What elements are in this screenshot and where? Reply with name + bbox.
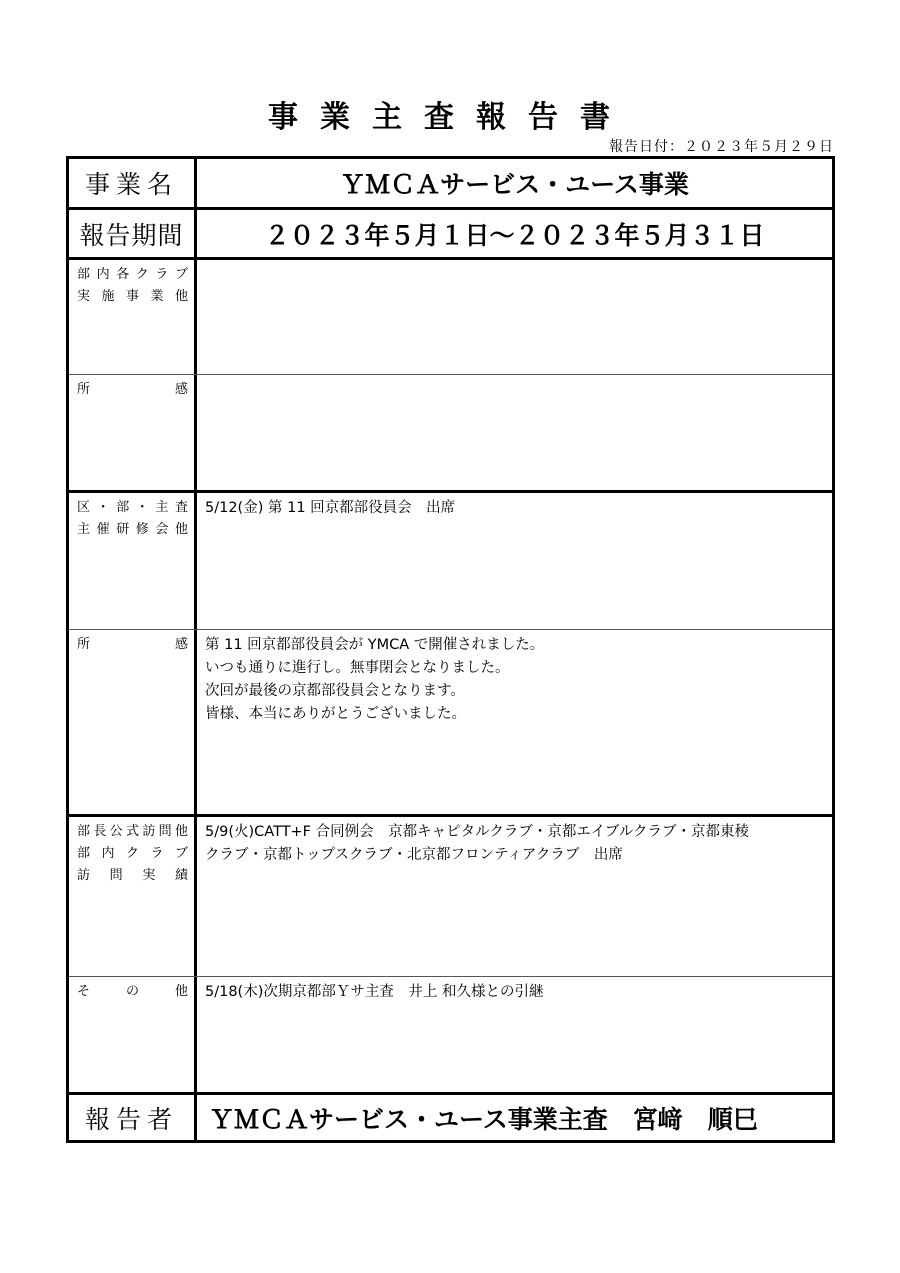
row-visits bbox=[69, 814, 832, 976]
impression-line: 第 11 回京都部役員会が YMCA で開催されました。 bbox=[205, 637, 545, 653]
row-project bbox=[69, 159, 832, 207]
club-events-label bbox=[69, 260, 197, 374]
project-value: ＹＭＣＡサービス・ユース事業 bbox=[340, 170, 689, 199]
period-value: ２０２３年５月１日〜２０２３年５月３１日 bbox=[264, 220, 765, 250]
impression-line: いつも通りに進行し。無事閉会となりました。 bbox=[205, 660, 510, 676]
seminars-label-line: 主催研修会他 bbox=[77, 522, 188, 537]
row-seminars bbox=[69, 490, 832, 629]
visits-line: クラブ・京都トップスクラブ・北京都フロンティアクラブ 出席 bbox=[205, 847, 623, 863]
visits-label-line: 部内クラブ bbox=[77, 846, 188, 861]
reporter-value: ＹＭＣＡサービス・ユース事業主査 宮﨑 順巳 bbox=[209, 1104, 758, 1134]
club-events-label-line: 部内各クラブ bbox=[77, 267, 188, 282]
seminars-impression-content bbox=[197, 630, 832, 814]
club-events-content bbox=[197, 260, 832, 374]
reporter-label: 報告者 bbox=[84, 1104, 178, 1134]
visits-line: 5/9(火)CATT+F 合同例会 京都キャピタルクラブ・京都エイブルクラブ・京都東稜 bbox=[205, 824, 750, 840]
other-label: そ の 他 bbox=[69, 977, 197, 1092]
seminars-label bbox=[69, 493, 197, 629]
impression-line: 皆様、本当にありがとうございました。 bbox=[205, 706, 466, 722]
project-label: 事業名 bbox=[84, 170, 178, 199]
visits-content bbox=[197, 817, 832, 976]
seminars-label-line: 区・部・主査 bbox=[77, 500, 188, 515]
seminars-content bbox=[197, 493, 832, 629]
other-line: 5/18(木)次期京都部Ｙサ主査 井上 和久様との引継 bbox=[205, 984, 544, 1000]
report-date: 報告日付：２０２３年５月２９日 bbox=[609, 139, 834, 155]
club-events-impression-content bbox=[197, 375, 832, 490]
row-seminars-impression bbox=[69, 629, 832, 814]
club-events-impression-label: 所 感 bbox=[69, 375, 197, 490]
club-events-label-line: 実施事業他 bbox=[77, 289, 188, 304]
other-content bbox=[197, 977, 832, 1092]
row-club-events bbox=[69, 257, 832, 374]
seminars-impression-label: 所 感 bbox=[69, 630, 197, 814]
row-period bbox=[69, 207, 832, 257]
impression-line: 次回が最後の京都部役員会となります。 bbox=[205, 683, 465, 699]
visits-label-line: 部長公式訪問他 bbox=[77, 824, 188, 839]
row-club-events-impression bbox=[69, 374, 832, 490]
visits-label bbox=[69, 817, 197, 976]
visits-label-line: 訪問実績 bbox=[77, 868, 188, 883]
row-other bbox=[69, 976, 832, 1092]
row-reporter bbox=[69, 1092, 832, 1140]
period-label: 報告期間 bbox=[79, 220, 184, 250]
document-title: 事業主査報告書 bbox=[268, 100, 632, 135]
seminars-line: 5/12(金) 第 11 回京都部役員会 出席 bbox=[205, 500, 456, 516]
report-table bbox=[66, 156, 835, 1143]
